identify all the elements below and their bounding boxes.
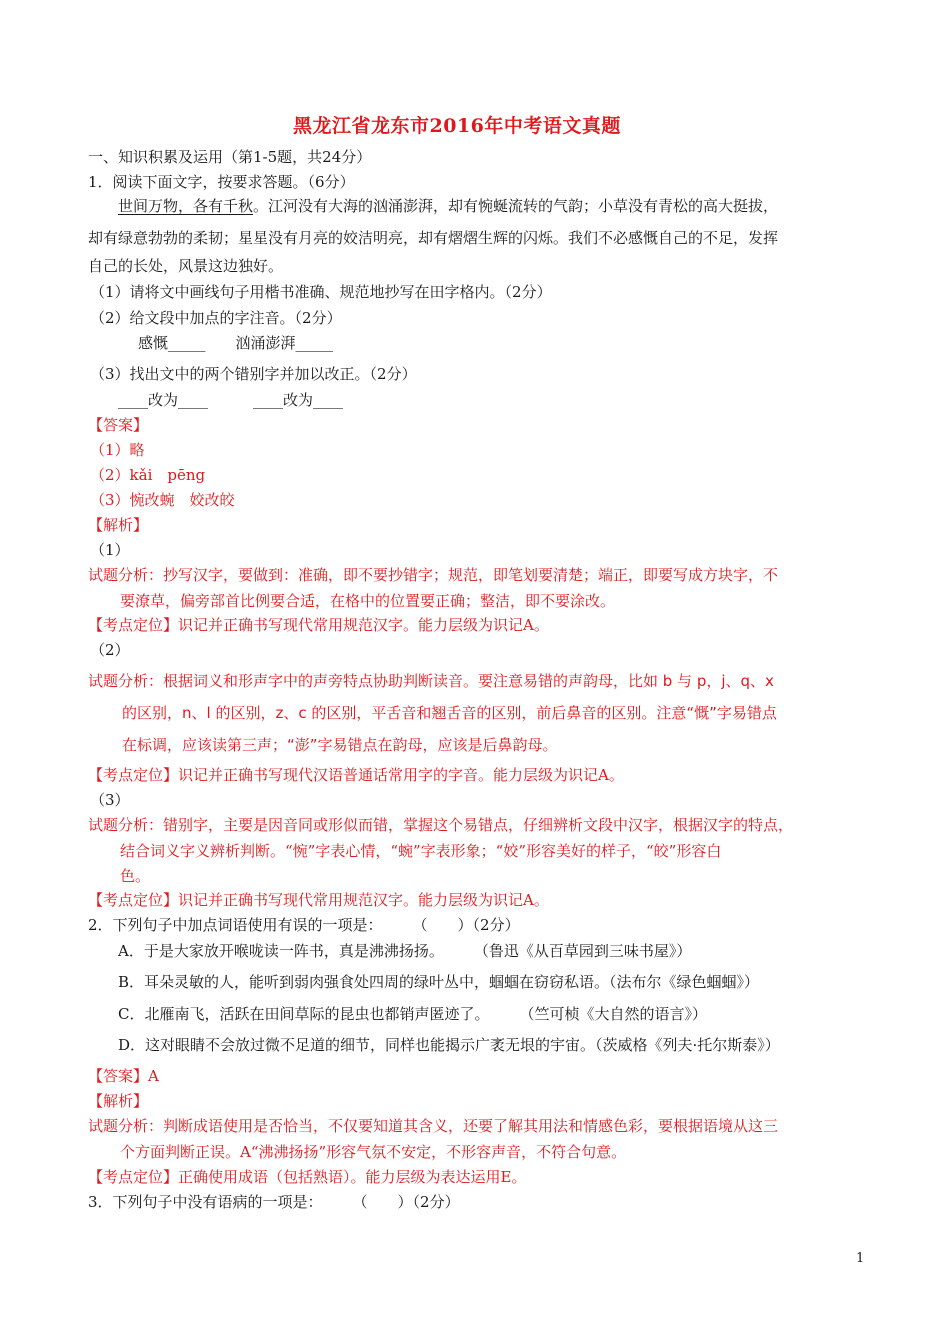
sub-question-3: （3）找出文中的两个错别字并加以改正。（2分） <box>90 365 417 383</box>
q2-answer: 【答案】A <box>88 1067 159 1085</box>
analysis-2-line-2: 的区别，n、l 的区别，z、c 的区别，平舌音和翘舌音的区别，前后鼻音的区别。注意“慨”字易错点 <box>122 704 777 722</box>
analysis-2-number: （2） <box>90 641 130 659</box>
option-c: C．北雁南飞，活跃在田间草际的昆虫也都销声匿迹了。 （竺可桢《大自然的语言》） <box>118 1005 707 1023</box>
analysis-1-point: 【考点定位】识记并正确书写现代常用规范汉字。能力层级为识记A。 <box>88 616 549 634</box>
sub-question-3-blanks: ____改为____ ____改为____ <box>118 391 344 409</box>
sub-question-2-blanks: 感慨_____ 汹涌澎湃_____ <box>138 334 334 352</box>
answer-3: （3）惋改蜿 姣改皎 <box>90 491 235 509</box>
option-a: A．于是大家放开喉咙读一阵书，真是沸沸扬扬。 （鲁迅《从百草园到三味书屋》） <box>118 942 692 960</box>
sub-question-1: （1）请将文中画线句子用楷书准确、规范地抄写在田字格内。（2分） <box>90 283 552 301</box>
page-number: 1 <box>856 1251 865 1266</box>
analysis-3-number: （3） <box>90 791 130 809</box>
option-b: B．耳朵灵敏的人，能听到弱肉强食处四周的绿叶丛中，蝈蝈在窃窃私语。（法布尔《绿色蝈蝈》） <box>118 973 760 991</box>
analysis-3-line-2: 结合词义字义辨析判断。“惋”字表心情，“蜿”字表形象；“姣”形容美好的样子，“皎”形容白 <box>120 842 722 860</box>
analysis-1-line-1: 试题分析：抄写汉字，要做到：准确，即不要抄错字；规范，即笔划要清楚；端正，即要写成方块字，不 <box>88 566 779 584</box>
passage-line-1-rest: 。江河没有大海的汹涌澎湃，却有惋蜒流转的气韵；小草没有青松的高大挺拔， <box>253 197 779 215</box>
option-d: D．这对眼睛不会放过微不足道的细节，同样也能揭示广袤无垠的宇宙。（茨威格《列夫·托尔斯泰》） <box>118 1036 780 1054</box>
q2-point: 【考点定位】正确使用成语（包括熟语）。能力层级为表达运用E。 <box>88 1168 527 1186</box>
analysis-3-point: 【考点定位】识记并正确书写现代常用规范汉字。能力层级为识记A。 <box>88 891 549 909</box>
q2-analysis-tag: 【解析】 <box>88 1092 149 1110</box>
passage-line-2: 却有绿意勃勃的柔韧；星星没有月亮的姣洁明亮，却有熠熠生辉的闪烁。我们不必感慨自己的不足，发挥 <box>88 229 779 247</box>
analysis-3-line-1: 试题分析：错别字，主要是因音同或形似而错，掌握这个易错点，仔细辨析文段中汉字，根据汉字的特点， <box>88 816 794 834</box>
section-heading: 一、知识积累及运用（第1-5题，共24分） <box>88 148 372 166</box>
question-1-stem: 1．阅读下面文字，按要求答题。（6分） <box>88 173 355 191</box>
answer-tag: 【答案】 <box>88 416 149 434</box>
analysis-1-line-2: 要潦草，偏旁部首比例要合适，在格中的位置要正确；整洁，即不要涂改。 <box>120 592 616 610</box>
question-2-stem: 2．下列句子中加点词语使用有误的一项是： （ ）（2分） <box>88 916 520 934</box>
q2-analysis-line-2: 个方面判断正误。A“沸沸扬扬”形容气氛不安定，不形容声音，不符合句意。 <box>120 1143 627 1161</box>
passage-line-3: 自己的长处，风景这边独好。 <box>88 257 284 275</box>
passage-line-1 <box>118 196 778 216</box>
analysis-1-number: （1） <box>90 541 130 559</box>
sub-question-2: （2）给文段中加点的字注音。（2分） <box>90 309 342 327</box>
answer-2: （2）kǎi pēng <box>90 466 206 484</box>
analysis-3-line-3: 色。 <box>120 867 151 885</box>
analysis-2-point: 【考点定位】识记并正确书写现代汉语普通话常用字的字音。能力层级为识记A。 <box>88 766 624 784</box>
analysis-2-line-3: 在标调，应该读第三声；“澎”字易错点在韵母，应该是后鼻韵母。 <box>122 736 558 754</box>
question-3-stem: 3．下列句子中没有语病的一项是： （ ）（2分） <box>88 1193 460 1211</box>
answer-1: （1）略 <box>90 441 145 459</box>
analysis-2-line-1: 试题分析：根据词义和形声字中的声旁特点协助判断读音。要注意易错的声韵母，比如 b 与 p，j、q、x <box>88 672 774 690</box>
underlined-sentence: 世间万物，各有千秋 <box>118 197 254 215</box>
analysis-tag: 【解析】 <box>88 516 149 534</box>
page-title: 黑龙江省龙东市2016年中考语文真题 <box>293 115 621 137</box>
q2-analysis-line-1: 试题分析：判断成语使用是否恰当，不仅要知道其含义，还要了解其用法和情感色彩，要根据语境从这三 <box>88 1117 779 1135</box>
